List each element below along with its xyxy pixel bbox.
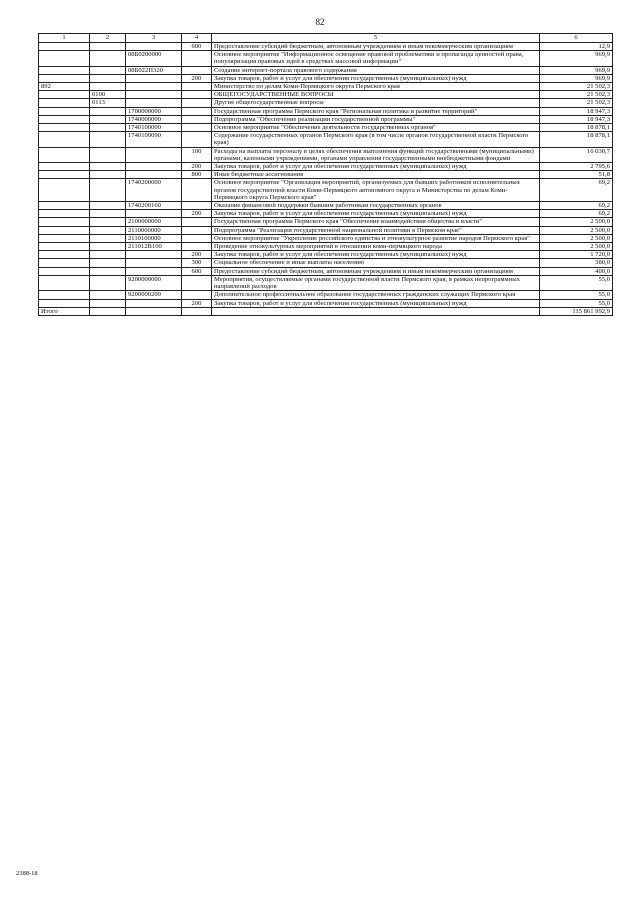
amount-cell: 51,8 <box>540 171 613 179</box>
name-cell: Подпрограмма "Реализация государственной национальной политики в Пермском крае" <box>212 226 540 234</box>
amount-cell: 69,2 <box>540 202 613 210</box>
table-row <box>39 251 613 259</box>
expense-type-cell: 600 <box>182 267 212 275</box>
expense-type-cell <box>182 51 212 66</box>
target-item-cell <box>126 210 182 218</box>
section-cell: 0113 <box>90 99 126 107</box>
amount-cell: 969,9 <box>540 74 613 82</box>
table-row <box>39 218 613 226</box>
target-item-cell <box>126 299 182 307</box>
table-row <box>39 259 613 267</box>
target-item-cell: 211012В100 <box>126 243 182 251</box>
amount-cell: 969,9 <box>540 66 613 74</box>
code-cell <box>39 51 90 66</box>
target-item-cell: 9200000000 <box>126 275 182 290</box>
amount-cell: 55,0 <box>540 291 613 299</box>
amount-cell: 380,0 <box>540 259 613 267</box>
amount-cell: 21 502,3 <box>540 83 613 91</box>
amount-cell: 1 720,0 <box>540 251 613 259</box>
target-item-cell <box>126 259 182 267</box>
expense-type-cell: 200 <box>182 299 212 307</box>
section-cell <box>90 51 126 66</box>
name-cell: Закупка товаров, работ и услуг для обеспечения государственных (муниципальных) нужд <box>212 251 540 259</box>
table-row <box>39 132 613 147</box>
header-cell: 2 <box>90 34 126 43</box>
name-cell: Дополнительное профессиональное образование государственных гражданских служащих Пермского края <box>212 291 540 299</box>
code-cell <box>39 115 90 123</box>
section-cell <box>90 291 126 299</box>
table-row <box>39 83 613 91</box>
code-cell <box>39 66 90 74</box>
section-cell <box>90 83 126 91</box>
target-item-cell: 2110100000 <box>126 234 182 242</box>
header-cell: 4 <box>182 34 212 43</box>
header-cell: 1 <box>39 34 90 43</box>
code-cell <box>39 218 90 226</box>
target-item-cell <box>126 163 182 171</box>
target-item-cell: 08Б022П320 <box>126 66 182 74</box>
expense-type-cell: 200 <box>182 210 212 218</box>
table-row <box>39 234 613 242</box>
table-row <box>39 124 613 132</box>
code-cell <box>39 202 90 210</box>
table-row <box>39 91 613 99</box>
code-cell <box>39 124 90 132</box>
code-cell <box>39 291 90 299</box>
expense-type-cell <box>182 234 212 242</box>
table-row <box>39 99 613 107</box>
name-cell: Оказание финансовой поддержки бывшим работникам государственных органов <box>212 202 540 210</box>
amount-cell: 18 878,1 <box>540 132 613 147</box>
name-cell: Министерство по делам Коми-Пермяцкого округа Пермского края <box>212 83 540 91</box>
code-cell <box>39 147 90 162</box>
code-cell <box>39 163 90 171</box>
amount-cell: 21 502,3 <box>540 99 613 107</box>
table-row <box>39 267 613 275</box>
expense-type-cell <box>182 291 212 299</box>
target-item-cell <box>126 43 182 51</box>
page-number: 82 <box>315 17 325 27</box>
name-cell: Основное мероприятие "Обеспечение деятельности государственных органов" <box>212 124 540 132</box>
amount-cell: 18 947,3 <box>540 107 613 115</box>
target-item-cell <box>126 171 182 179</box>
name-cell: Закупка товаров, работ и услуг для обеспечения государственных (муниципальных) нужд <box>212 74 540 82</box>
header-row <box>39 34 613 43</box>
section-cell <box>90 171 126 179</box>
table-row <box>39 179 613 202</box>
target-item-cell <box>126 74 182 82</box>
table-row <box>39 147 613 162</box>
target-item-cell: 1740100090 <box>126 132 182 147</box>
target-item-cell <box>126 99 182 107</box>
expense-type-cell: 600 <box>182 43 212 51</box>
target-item-cell <box>126 91 182 99</box>
code-cell <box>39 259 90 267</box>
code-cell <box>39 43 90 51</box>
target-item-cell: 2100000000 <box>126 218 182 226</box>
name-cell: Закупка товаров, работ и услуг для обеспечения государственных (муниципальных) нужд <box>212 163 540 171</box>
section-cell <box>90 267 126 275</box>
name-cell: Государственная программа Пермского края "Региональная политика и развитие территорий" <box>212 107 540 115</box>
name-cell: Содержание государственных органов Пермского края (в том числе органов государственной власти Пермского края) <box>212 132 540 147</box>
name-cell: Создание интернет-портала правового содержания <box>212 66 540 74</box>
amount-cell: 21 502,3 <box>540 91 613 99</box>
table-row <box>39 66 613 74</box>
name-cell: Предоставление субсидий бюджетным, автономным учреждениям и иным некоммерческим организациям <box>212 267 540 275</box>
target-item-cell <box>126 83 182 91</box>
section-cell <box>90 218 126 226</box>
target-item-cell: 2110000000 <box>126 226 182 234</box>
section-cell <box>90 132 126 147</box>
expense-type-cell <box>182 243 212 251</box>
footer-code: 2388-18 <box>16 870 38 877</box>
code-cell <box>39 226 90 234</box>
section-cell <box>90 234 126 242</box>
target-item-cell <box>126 267 182 275</box>
code-cell <box>39 275 90 290</box>
target-item-cell: 1740000000 <box>126 115 182 123</box>
section-cell <box>90 43 126 51</box>
target-item-cell: 08Б0200000 <box>126 51 182 66</box>
table-row <box>39 51 613 66</box>
code-cell <box>39 107 90 115</box>
table-row <box>39 43 613 51</box>
amount-cell: 2 500,0 <box>540 234 613 242</box>
target-item-cell: 9200000200 <box>126 291 182 299</box>
name-cell: Основное мероприятие "Организация мероприятий, организуемых для бывших работников исполнительных органов государственной власти Коми-Пермяцкого автономного округа и Министерства по делам Коми-Пермяцкого округа Пермского края" <box>212 179 540 202</box>
amount-cell: 2 500,0 <box>540 243 613 251</box>
target-item-cell: 1740200000 <box>126 179 182 202</box>
expense-type-cell <box>182 132 212 147</box>
expense-type-cell <box>182 107 212 115</box>
expense-type-cell <box>182 218 212 226</box>
amount-cell: 69,2 <box>540 210 613 218</box>
amount-cell: 2 795,6 <box>540 163 613 171</box>
target-item-cell <box>126 147 182 162</box>
name-cell <box>212 307 540 315</box>
code-cell <box>39 251 90 259</box>
table-row <box>39 163 613 171</box>
expense-type-cell <box>182 91 212 99</box>
name-cell: Мероприятия, осуществляемые органами государственной власти Пермского края, в рамках непрограммных направлений расходов <box>212 275 540 290</box>
target-item-cell <box>126 307 182 315</box>
amount-cell: 18 947,3 <box>540 115 613 123</box>
code-cell <box>39 179 90 202</box>
section-cell <box>90 124 126 132</box>
expense-type-cell <box>182 275 212 290</box>
section-cell <box>90 66 126 74</box>
table-row <box>39 115 613 123</box>
name-cell: Социальное обеспечение и иные выплаты населению <box>212 259 540 267</box>
section-cell <box>90 226 126 234</box>
table-row <box>39 171 613 179</box>
section-cell <box>90 147 126 162</box>
table-row <box>39 275 613 290</box>
code-cell <box>39 99 90 107</box>
name-cell: ОБЩЕГОСУДАРСТВЕННЫЕ ВОПРОСЫ <box>212 91 540 99</box>
code-cell <box>39 74 90 82</box>
name-cell: Основное мероприятие "Укрепление российского единства и этнокультурное развитие народов Пермского края" <box>212 234 540 242</box>
name-cell: Расходы на выплаты персоналу в целях обеспечения выполнения функций государственными (муниципальными) органами, казенными учреждениями, органами управления государственными внебюджетными фондами <box>212 147 540 162</box>
name-cell: Проведение этнокультурных мероприятий в отношении коми-пермяцкого народа <box>212 243 540 251</box>
target-item-cell: 1700000000 <box>126 107 182 115</box>
section-cell <box>90 251 126 259</box>
expense-type-cell <box>182 115 212 123</box>
amount-cell: 69,2 <box>540 179 613 202</box>
amount-cell: 2 500,0 <box>540 218 613 226</box>
name-cell: Предоставление субсидий бюджетным, автономным учреждениям и иным некоммерческим организациям <box>212 43 540 51</box>
section-cell <box>90 115 126 123</box>
table-row <box>39 202 613 210</box>
amount-cell: 115 861 992,9 <box>540 307 613 315</box>
table-row <box>39 243 613 251</box>
table-row <box>39 74 613 82</box>
total-row <box>39 307 613 315</box>
expense-type-cell: 200 <box>182 163 212 171</box>
amount-cell: 969,9 <box>540 51 613 66</box>
table-row <box>39 210 613 218</box>
name-cell: Основное мероприятие "Информационное освещение правовой проблематики и пропаганда ценностей права, популяризация правовых идей в средствах массовой информации" <box>212 51 540 66</box>
code-cell: Итого <box>39 307 90 315</box>
budget-table <box>38 33 613 316</box>
code-cell: 892 <box>39 83 90 91</box>
amount-cell: 2 500,0 <box>540 226 613 234</box>
code-cell <box>39 299 90 307</box>
section-cell <box>90 107 126 115</box>
expense-type-cell <box>182 202 212 210</box>
target-item-cell: 1740200160 <box>126 202 182 210</box>
section-cell: 0100 <box>90 91 126 99</box>
table-row <box>39 291 613 299</box>
section-cell <box>90 210 126 218</box>
code-cell <box>39 132 90 147</box>
expense-type-cell <box>182 179 212 202</box>
expense-type-cell: 800 <box>182 171 212 179</box>
expense-type-cell <box>182 66 212 74</box>
amount-cell: 400,0 <box>540 267 613 275</box>
amount-cell: 18 878,1 <box>540 124 613 132</box>
name-cell: Государственная программа Пермского края "Обеспечение взаимодействия общества и власти" <box>212 218 540 226</box>
amount-cell: 16 030,7 <box>540 147 613 162</box>
header-cell: 5 <box>212 34 540 43</box>
expense-type-cell: 100 <box>182 147 212 162</box>
section-cell <box>90 307 126 315</box>
code-cell <box>39 210 90 218</box>
name-cell: Другие общегосударственные вопросы <box>212 99 540 107</box>
code-cell <box>39 243 90 251</box>
expense-type-cell <box>182 124 212 132</box>
section-cell <box>90 243 126 251</box>
code-cell <box>39 171 90 179</box>
section-cell <box>90 202 126 210</box>
table-row <box>39 226 613 234</box>
section-cell <box>90 275 126 290</box>
expense-type-cell <box>182 307 212 315</box>
expense-type-cell <box>182 99 212 107</box>
expense-type-cell: 200 <box>182 74 212 82</box>
section-cell <box>90 163 126 171</box>
expense-type-cell: 300 <box>182 259 212 267</box>
expense-type-cell: 200 <box>182 251 212 259</box>
amount-cell: 55,0 <box>540 299 613 307</box>
name-cell: Подпрограмма "Обеспечение реализации государственной программы" <box>212 115 540 123</box>
code-cell <box>39 234 90 242</box>
section-cell <box>90 179 126 202</box>
header-cell: 6 <box>540 34 613 43</box>
table-row <box>39 107 613 115</box>
expense-type-cell <box>182 226 212 234</box>
name-cell: Закупка товаров, работ и услуг для обеспечения государственных (муниципальных) нужд <box>212 210 540 218</box>
section-cell <box>90 259 126 267</box>
section-cell <box>90 74 126 82</box>
header-cell: 3 <box>126 34 182 43</box>
target-item-cell: 1740100000 <box>126 124 182 132</box>
name-cell: Закупка товаров, работ и услуг для обеспечения государственных (муниципальных) нужд <box>212 299 540 307</box>
code-cell <box>39 267 90 275</box>
amount-cell: 55,0 <box>540 275 613 290</box>
table-row <box>39 299 613 307</box>
code-cell <box>39 91 90 99</box>
expense-type-cell <box>182 83 212 91</box>
section-cell <box>90 299 126 307</box>
name-cell: Иные бюджетные ассигнования <box>212 171 540 179</box>
amount-cell: 12,9 <box>540 43 613 51</box>
target-item-cell <box>126 251 182 259</box>
